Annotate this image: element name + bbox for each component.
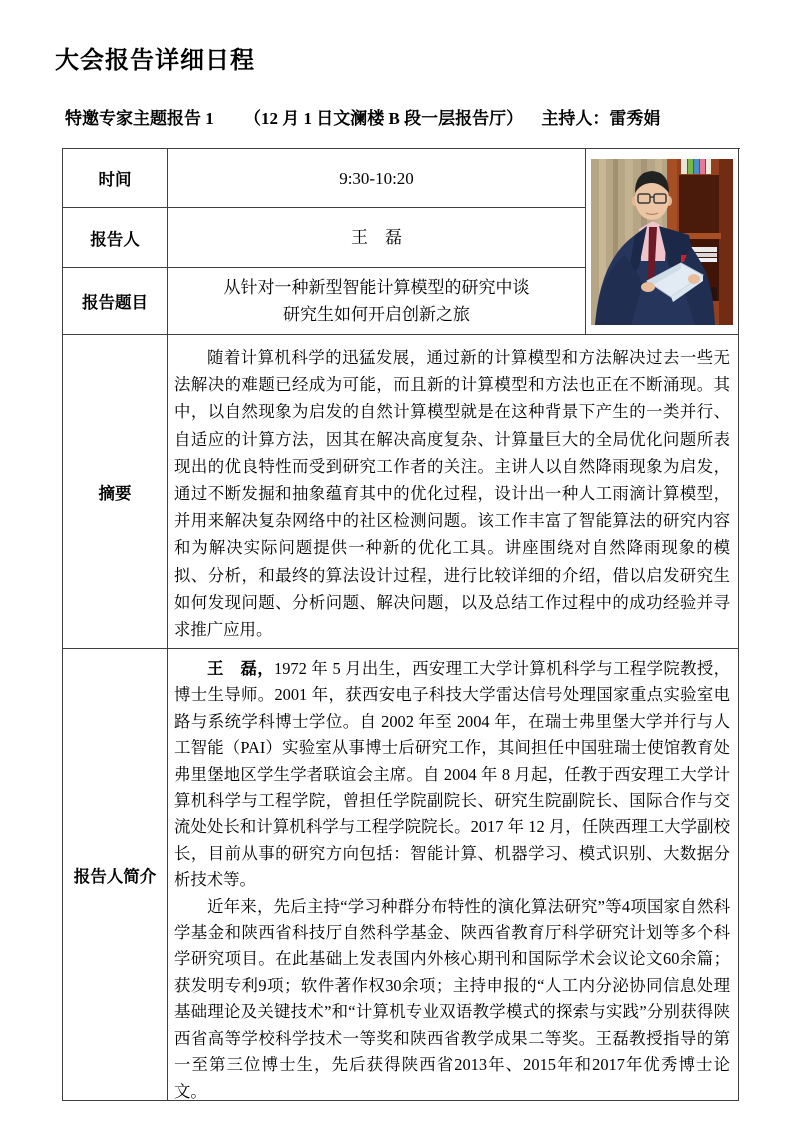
bio-paragraph-1 xyxy=(174,656,730,894)
session-host: 主持人：雷秀娟 xyxy=(541,109,661,128)
speaker-photo-illustration xyxy=(591,159,733,325)
time-label: 时间 xyxy=(63,149,168,208)
session-venue: （12 月 1 日文澜楼 B 段一层报告厅） xyxy=(244,109,524,128)
topic-line-2: 研究生如何开启创新之旅 xyxy=(283,305,470,324)
topic-line-1: 从针对一种新型智能计算模型的研究中谈 xyxy=(223,278,530,297)
speaker-photo xyxy=(586,149,739,335)
bio-paragraph-2: 近年来，先后主持“学习种群分布特性的演化算法研究”等4项国家自然科学基金和陕西省科技厅自然科学基金、陕西省教育厅科学研究计划等多个科学研究项目。在此基础上发表国内外核心期刊和国际学术会议论文60余篇；获发明专利9项；软件著作权30余项；主持申报的“人工内分泌协同信息处理基础理论及关键技术”和“计算机专业双语教学模式的探索与实践”分别获得陕西省高等学校科学技术一等奖和陕西省教学成果二等奖。王磊教授指导的第一至第三位博士生，先后获得陕西省2013年、2015年和2017年优秀博士论文。 xyxy=(174,896,730,1101)
time-value: 9:30-10:20 xyxy=(168,149,586,208)
session-header xyxy=(65,104,660,129)
bio-cell xyxy=(168,649,739,1101)
bio-speaker-name: 王 磊， xyxy=(207,659,274,678)
bio-paragraph-1-text: 1972 年 5 月出生，西安理工大学计算机科学与工程学院教授，博士生导师。2001 年，获西安电子科技大学雷达信号处理国家重点实验室电路与系统学科博士学位。自 2002 年至 2004 年，在瑞士弗里堡大学并行与人工智能（PAI）实验室从事博士后研究工作，其间担任中国驻瑞士使馆教育处弗里堡地区学生学者联谊会主席。自 2004 年 8 月起，任教于西安理工大学计算机科学与工程学院，曾担任学院副院长、研究生院副院长、国际合作与交流处处长和计算机科学与工程学院院长。2017 年 12 月，任陕西理工大学副校长，目前从事的研究方向包括：智能计算、机器学习、模式识别、大数据分析技术等。 xyxy=(174,659,730,890)
speaker-value: 王 磊 xyxy=(168,208,586,268)
page-title: 大会报告详细日程 xyxy=(55,48,255,74)
speaker-label: 报告人 xyxy=(63,208,168,268)
session-title: 特邀专家主题报告 1 xyxy=(65,109,214,128)
topic-label: 报告题目 xyxy=(63,268,168,335)
abstract-cell xyxy=(168,335,739,649)
schedule-table xyxy=(62,148,740,1101)
topic-value xyxy=(168,268,586,335)
abstract-label: 摘要 xyxy=(63,335,168,649)
abstract-text: 随着计算机科学的迅猛发展，通过新的计算模型和方法解决过去一些无法解决的难题已经成为可能，而且新的计算模型和方法也正在不断涌现。其中，以自然现象为启发的自然计算模型就是在这种背景下产生的一类并行、自适应的计算方法，因其在解决高度复杂、计算量巨大的全局优化问题所表现出的优良特性而受到研究工作者的关注。主讲人以自然降雨现象为启发，通过不断发掘和抽象蕴育其中的优化过程，设计出一种人工雨滴计算模型，并用来解决复杂网络中的社区检测问题。该工作丰富了智能算法的研究内容和为解决实际问题提供一种新的优化工具。讲座围绕对自然降雨现象的模拟、分析，和最终的算法设计过程，进行比较详细的介绍，借以启发研究生如何发现问题、分析问题、解决问题，以及总结工作过程中的成功经验并寻求推广应用。 xyxy=(174,348,730,640)
bio-label: 报告人简介 xyxy=(63,649,168,1101)
